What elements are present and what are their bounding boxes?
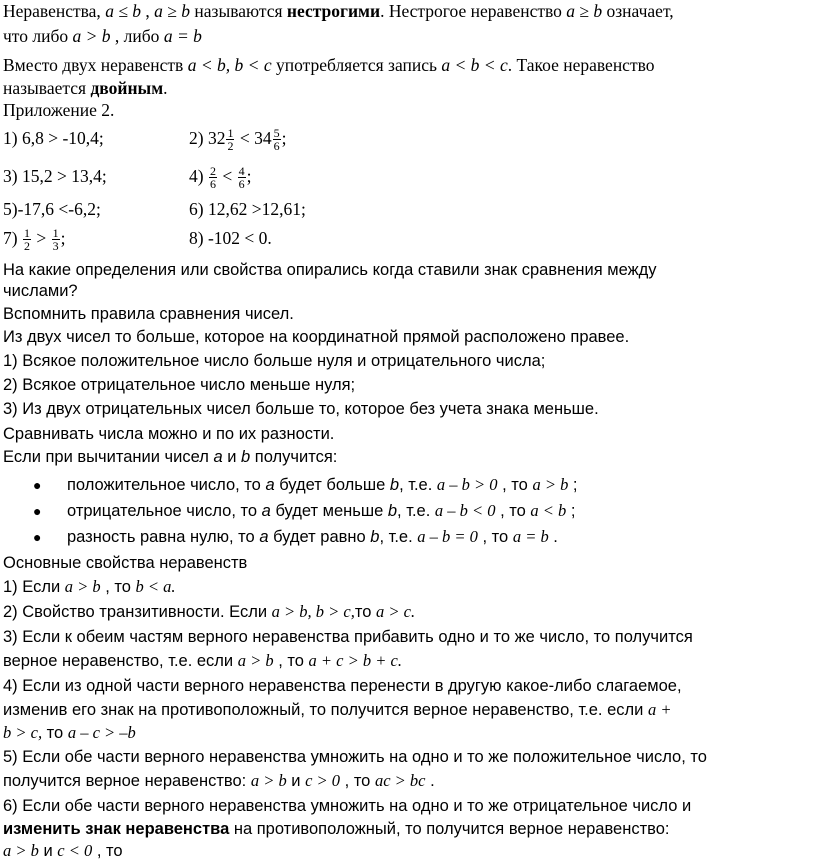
item: 1) 6,8 > -10,4; [3,128,104,148]
property-4-line-1: 4) Если из одной части верного неравенства перенести в другую какое-либо слагаемое, [3,677,682,695]
item: 6) 12,62 >12,61; [189,199,306,219]
property-3-line-1: 3) Если к обеим частям верного неравенства прибавить одно и то же число, то получится [3,628,693,646]
text: Неравенства, [3,1,106,21]
text: называются [190,1,287,21]
text: , либо [110,26,164,46]
text: что либо [3,26,73,46]
bold-term: нестрогими [286,1,381,21]
item: 8) -102 < 0. [189,228,272,248]
item: 7) $\frac{1}{2}$ > $\frac{1}{3}$ ; [3,226,66,254]
property-6-line-2: изменить знак неравенства на противоположный, то получится верное неравенство: [3,820,670,838]
math: a ≥ b [566,1,603,21]
math: a < b < c [441,55,508,75]
text: означает, [602,1,674,21]
math: a ≤ b [105,1,142,21]
bullet-icon: ● [33,529,42,545]
appendix-row-1 [3,126,287,154]
property-1: 1) Если a > b , то b < a. [3,577,176,596]
bullet-icon: ● [33,503,42,519]
difference-intro: Если при вычитании чисел a и b получится: [3,448,338,466]
rules-intro: Вспомнить правила сравнения чисел. [3,305,294,323]
property-5-line-1: 5) Если обе части верного неравенства умножить на одно и то же положительное число, то [3,748,707,766]
fraction: $\frac{1}{2}$ [23,226,30,254]
rule-3: 3) Из двух отрицательных чисел больше то, которое без учета знака меньше. [3,400,599,418]
math: a < b, b < c [187,55,272,75]
item: 5)-17,6 <-6,2; [3,199,101,219]
properties-heading: Основные свойства неравенств [3,554,248,572]
rule-2: 2) Всякое отрицательное число меньше нуля; [3,376,356,394]
fraction: $\frac{5}{6}$ [273,126,280,154]
property-2: 2) Свойство транзитивности. Если a > b, b > c,то a > c. [3,602,416,621]
text: употребляется запись [271,55,442,75]
appendix-row-2 [3,164,252,192]
math: a > b [72,26,111,46]
difference-heading: Сравнивать числа можно и по их разности. [3,425,335,443]
fraction: $\frac{4}{6}$ [238,164,245,192]
appendix-row-4 [3,226,272,254]
intro-line-4 [3,77,168,99]
bullet-icon: ● [33,477,42,493]
item: 3) 15,2 > 13,4; [3,166,107,186]
question-line-2: числами? [3,282,78,300]
text: называется [3,78,91,98]
intro-line-3 [3,54,655,76]
fraction: $\frac{2}{6}$ [209,164,216,192]
property-5-line-2: получится верное неравенство: a > b и c > 0 , то ac > bc . [3,771,435,790]
intro-line-2 [3,25,202,47]
bold-term: двойным [90,78,164,98]
text: Вместо двух неравенств [3,55,188,75]
text: . Нестрогое неравенство [380,1,567,21]
property-6-line-1: 6) Если обе части верного неравенства умножить на одно и то же отрицательное число и [3,797,692,815]
rule-1: 1) Всякое положительное число больше нуля и отрицательного числа; [3,352,546,370]
rule-line: Из двух чисел то больше, которое на координатной прямой расположено правее. [3,328,630,346]
text: . [163,78,168,98]
fraction: $\frac{1}{2}$ [227,126,234,154]
property-6-line-3: a > b и c < 0 , то [3,841,123,860]
property-4-line-2: изменив его знак на противоположный, то получится верное неравенство, т.е. если a + [3,700,672,719]
math: a = b [163,26,202,46]
question-line-1: На какие определения или свойства опирались когда ставили знак сравнения между [3,261,657,279]
item: 2) 32 $\frac{1}{2}$ < 34 $\frac{5}{6}$ ; [189,126,287,154]
item: 4) $\frac{2}{6}$ < $\frac{4}{6}$ ; [189,164,252,192]
appendix-title: Приложение 2. [3,100,115,120]
appendix-row-3 [3,198,306,220]
text: , [141,1,155,21]
intro-line-1 [3,0,674,22]
property-4-line-3: b > c, то a – c > –b [3,723,136,742]
text: . Такое неравенство [507,55,655,75]
property-3-line-2: верное неравенство, т.е. если a > b , то a + c > b + c. [3,651,402,670]
fraction: $\frac{1}{3}$ [52,226,59,254]
math: a ≥ b [154,1,191,21]
